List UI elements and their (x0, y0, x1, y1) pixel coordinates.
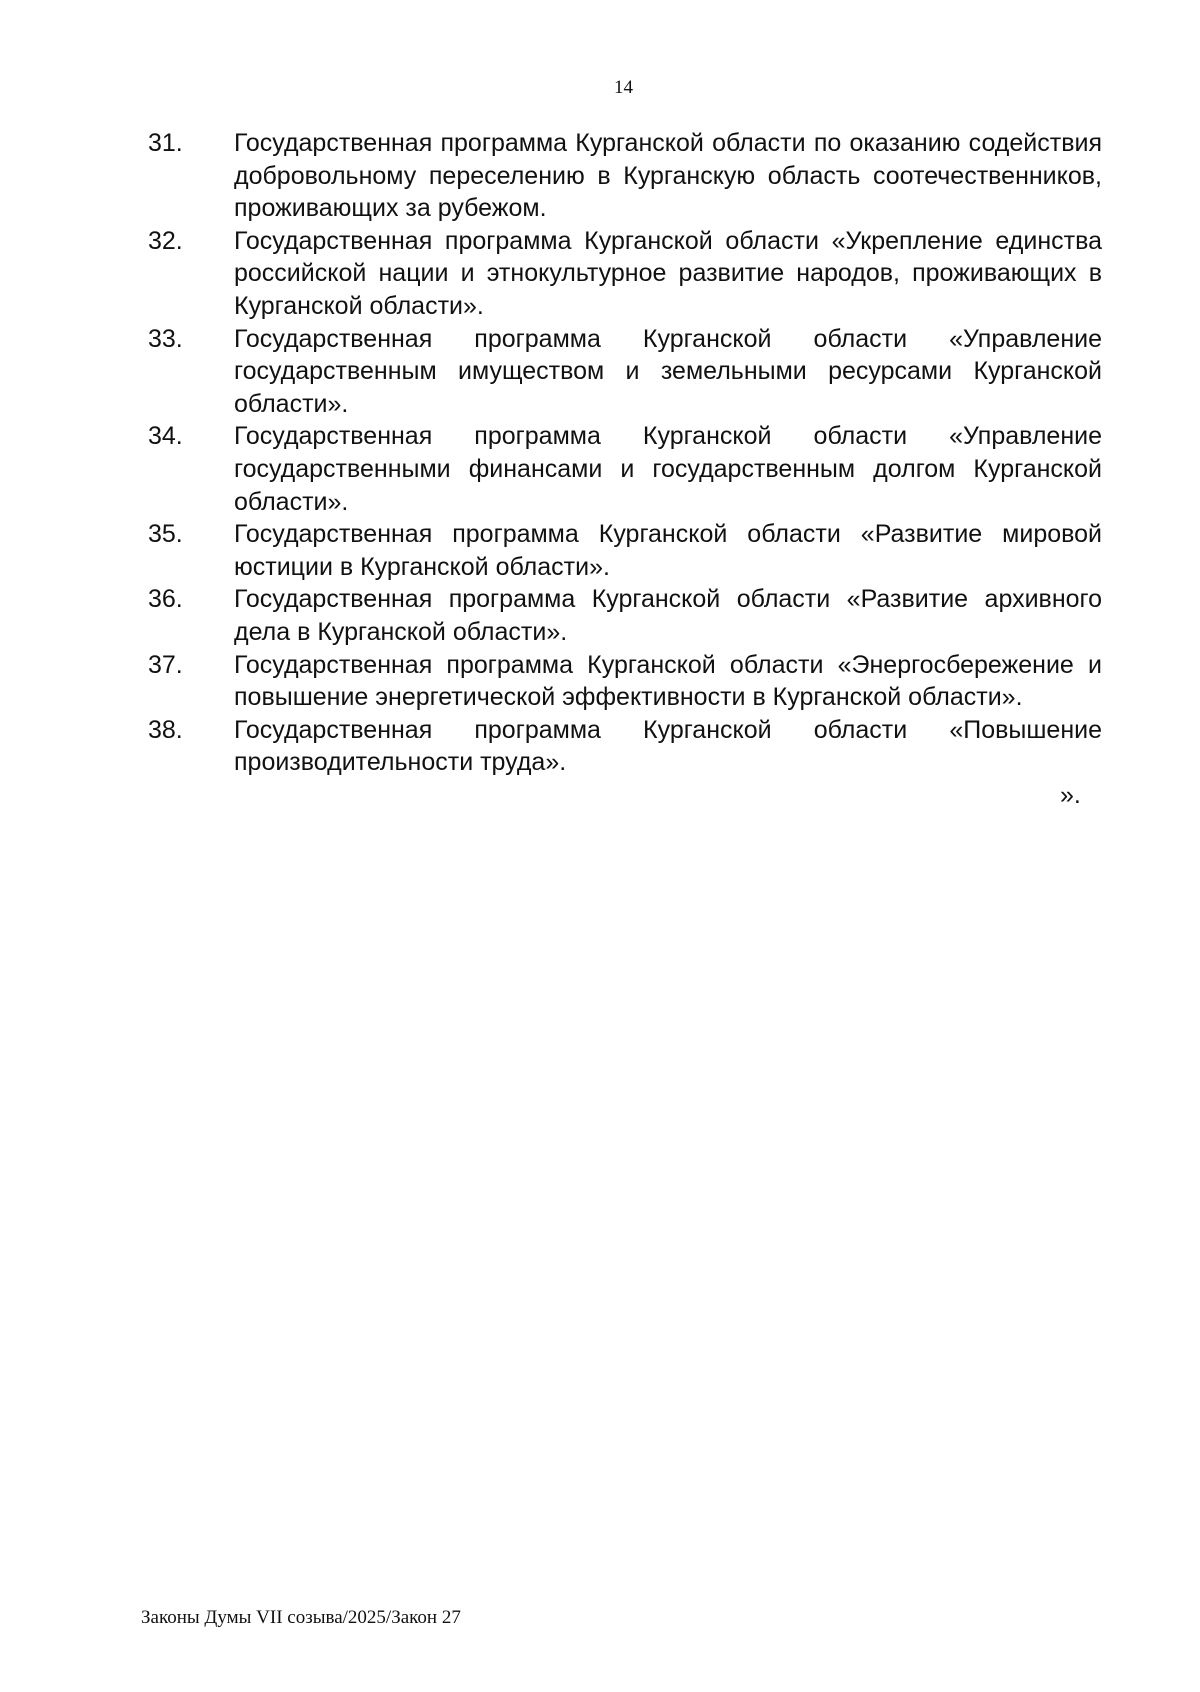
item-number: 34. (148, 422, 183, 451)
item-number: 37. (148, 650, 183, 679)
item-number: 35. (148, 520, 183, 549)
list-item (148, 649, 1102, 714)
item-text: Государственная программа Курганской области «Управление государственным имуществом и земельными ресурсами Курганской области». (234, 324, 1102, 418)
footer-document-reference: Законы Думы VII созыва/2025/Закон 27 (141, 1607, 461, 1628)
closing-quote: ». (1060, 781, 1081, 809)
item-text: Государственная программа Курганской области «Укрепление единства российской нации и этнокультурное развитие народов, проживающих в Курганской области». (234, 226, 1102, 320)
list-item (148, 518, 1102, 583)
item-text: Государственная программа Курганской области «Развитие архивного дела в Курганской области». (234, 585, 1102, 646)
item-text: Государственная программа Курганской области «Повышение производительности труда». (234, 715, 1102, 777)
list-item (148, 420, 1102, 518)
item-number: 33. (148, 324, 183, 353)
item-number: 31. (148, 129, 183, 157)
item-text: Государственная программа Курганской области «Управление государственными финансами и государственным долгом Курганской области». (234, 422, 1102, 516)
list-item (148, 323, 1102, 421)
item-number: 36. (148, 585, 183, 614)
item-text: Государственная программа Курганской области «Развитие мировой юстиции в Курганской области». (234, 520, 1102, 581)
item-number: 38. (148, 715, 183, 744)
item-text: Государственная программа Курганской области «Энергосбережение и повышение энергетической эффективности в Курганской области». (234, 650, 1102, 712)
list-item (148, 714, 1102, 779)
page-number: 14 (614, 77, 633, 98)
program-list (148, 127, 1102, 779)
item-text: Государственная программа Курганской области по оказанию содействия добровольному переселению в Курганскую область соотечественников, проживающих за рубежом. (234, 129, 1102, 223)
item-number: 32. (148, 226, 183, 255)
list-item (148, 225, 1102, 323)
list-item (148, 127, 1102, 225)
list-item (148, 583, 1102, 648)
